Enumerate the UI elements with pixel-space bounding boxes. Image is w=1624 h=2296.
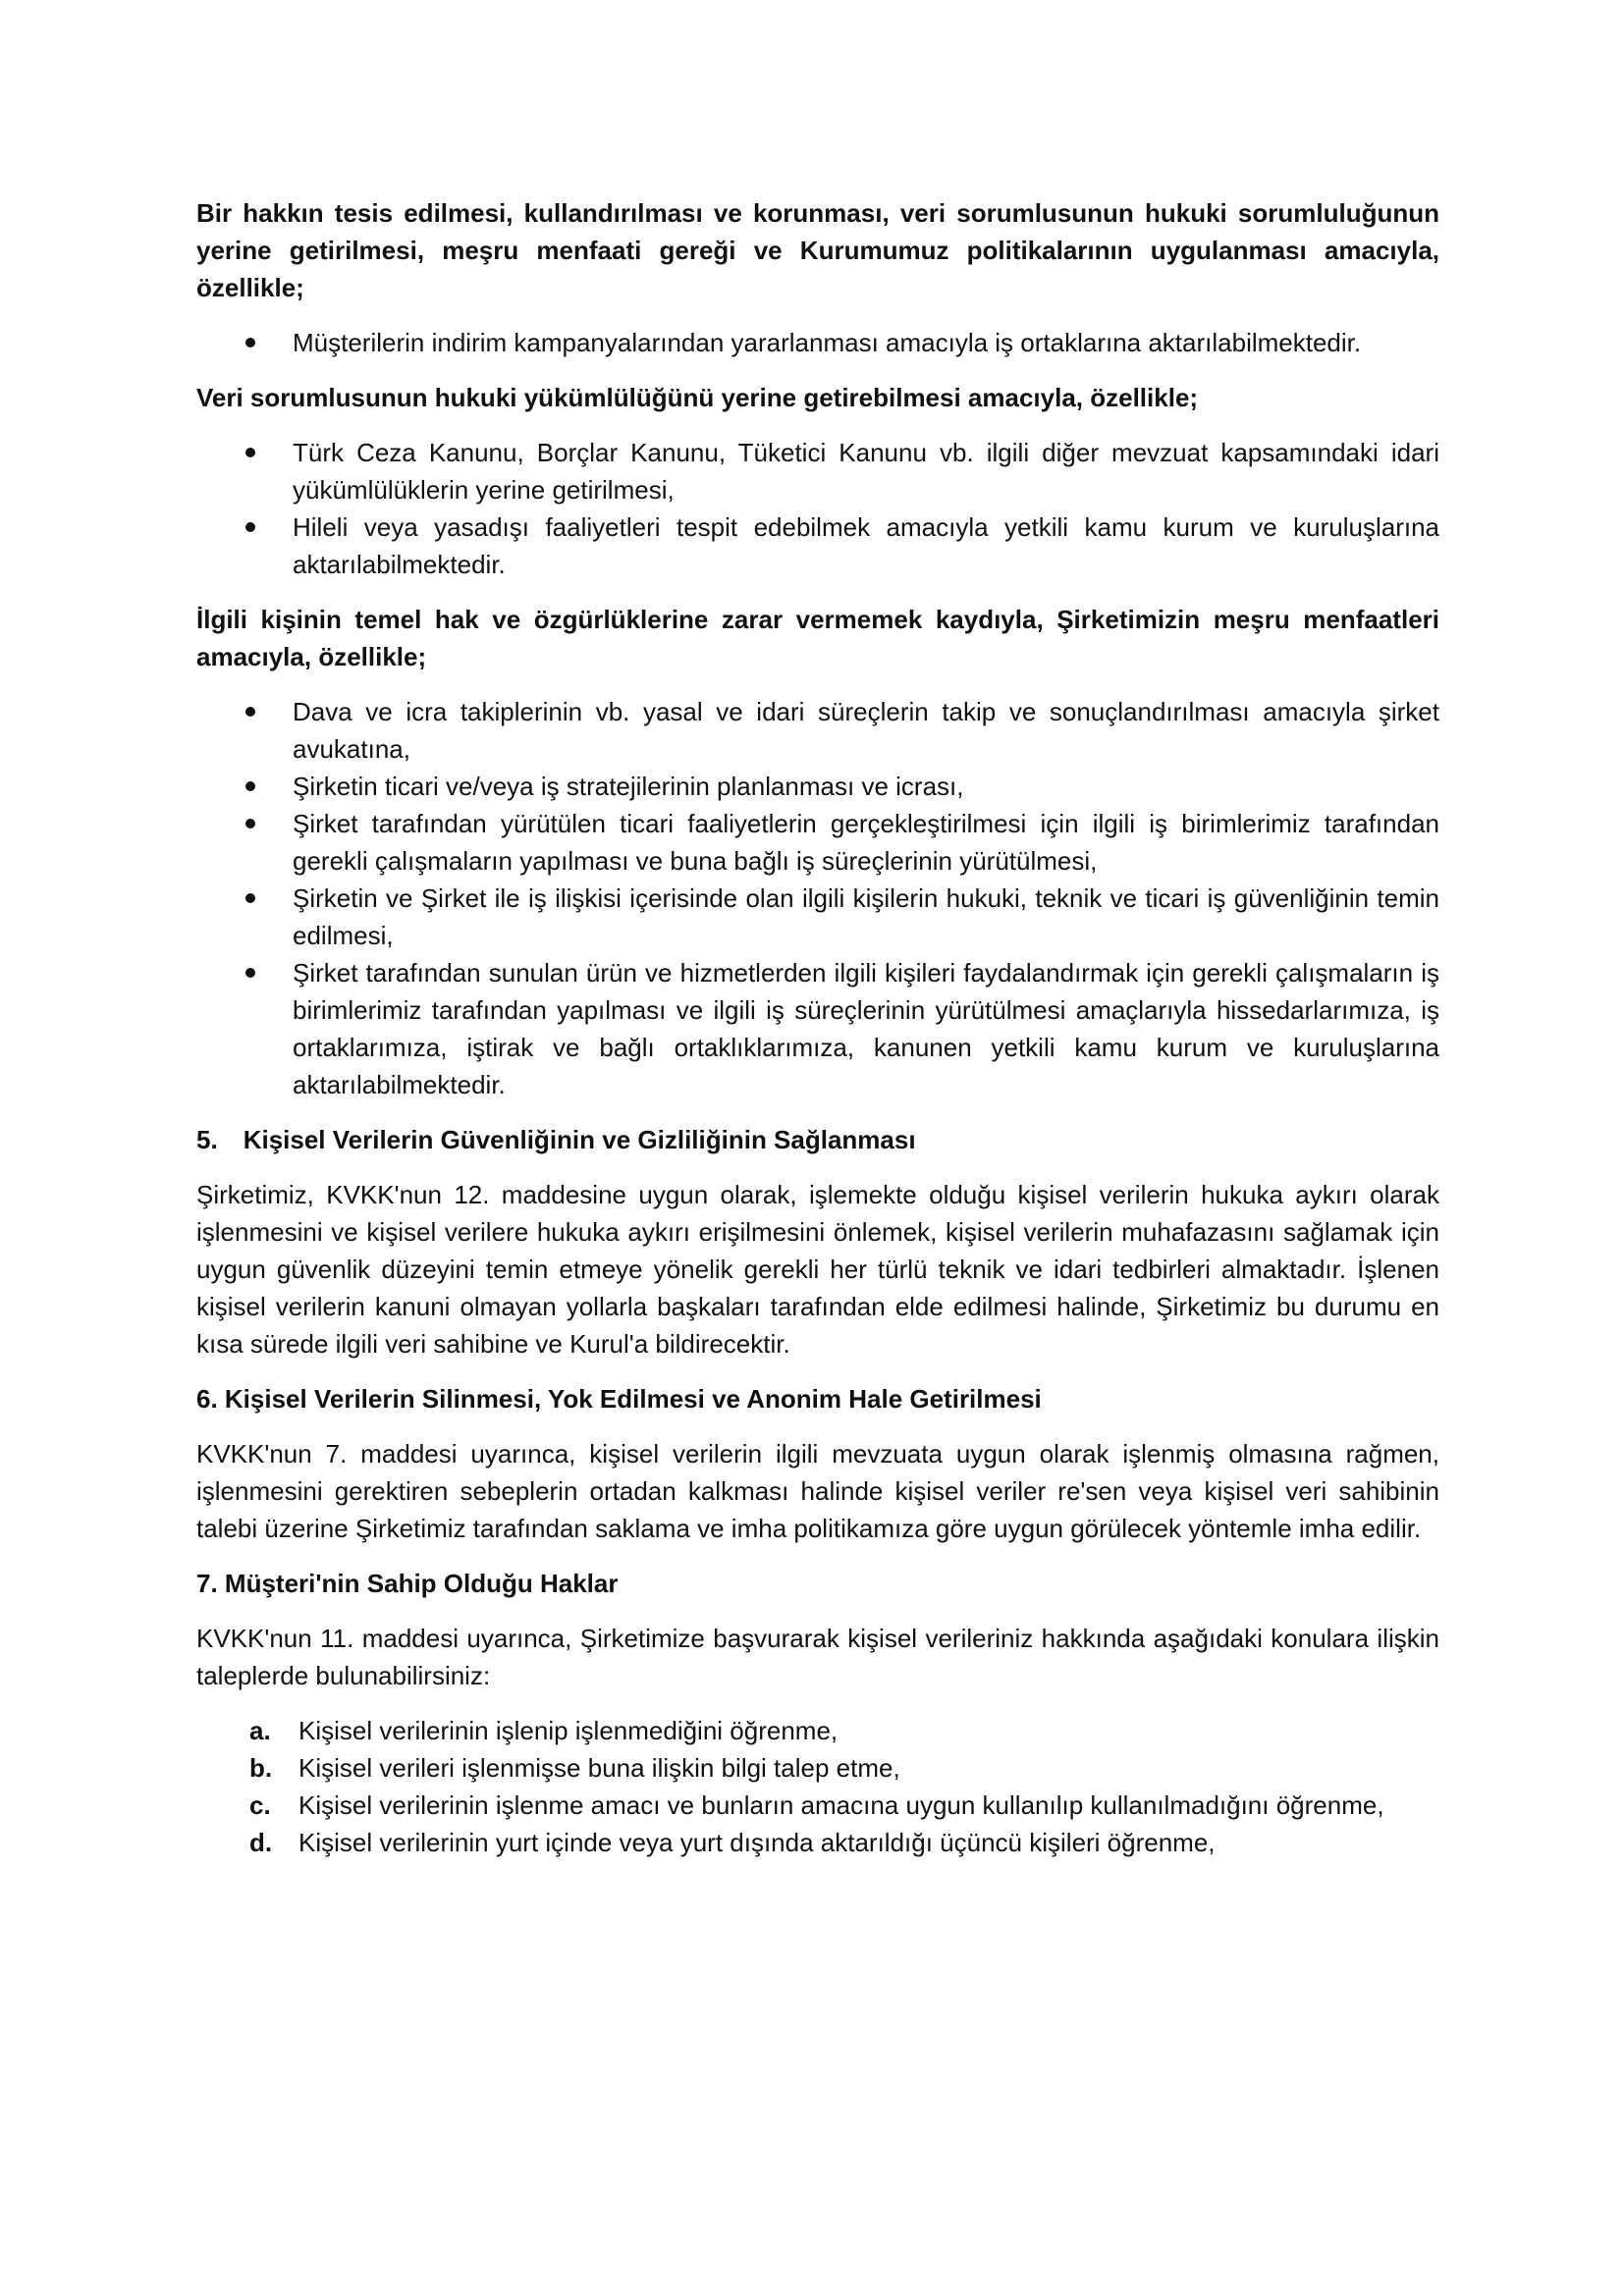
list-item: Müşterilerin indirim kampanyalarından yararlanması amacıyla iş ortaklarına aktarılabilmektedir. [196,324,1439,361]
interest-bullet-list [196,693,1439,1103]
intro-heading: Bir hakkın tesis edilmesi, kullandırılması ve korunması, veri sorumlusunun hukuki sorumluluğunun yerine getirilmesi, meşru menfaati gereği ve Kurumumuz politikalarının uygulanması amacıyla, özellikle; [196,198,1439,302]
list-item: Hileli veya yasadışı faaliyetleri tespit edebilmek amacıyla yetkili kamu kurum ve kuruluşlarına aktarılabilmektedir. [196,508,1439,583]
list-item: Dava ve icra takiplerinin vb. yasal ve idari süreçlerin takip ve sonuçlandırılması amacıyla şirket avukatına, [196,693,1439,768]
list-letter: a. [249,1716,271,1745]
list-item: d. Kişisel verilerinin yurt içinde veya yurt dışında aktarıldığı üçüncü kişileri öğrenme, [196,1824,1439,1861]
list-item: b. Kişisel verileri işlenmişse buna ilişkin bilgi talep etme, [196,1749,1439,1787]
list-item: Şirketin ve Şirket ile iş ilişkisi içerisinde olan ilgili kişilerin hukuki, teknik ve ticari iş güvenliğinin temin edilmesi, [196,880,1439,954]
section-5-heading [196,1121,1439,1158]
bullet-icon [245,781,255,791]
section-7-heading: 7. Müşteri'nin Sahip Olduğu Haklar [196,1569,619,1598]
list-letter: c. [249,1790,271,1820]
section-5-body: Şirketimiz, KVKK'nun 12. maddesine uygun olarak, işlemekte olduğu kişisel verilerin hukuka aykırı olarak işlenmesini ve kişisel verilere hukuka aykırı erişilmesini önlemek, kişisel verilerin muhafazasını sağlamak için uygun güvenlik düzeyini temin etmeye yönelik gerekli her türlü teknik ve idari tedbirleri almaktadır. İşlenen kişisel verilerin kanuni olmayan yollarla başkaları tarafından elde edilmesi halinde, Şirketimiz bu durumu en kısa sürede ilgili veri sahibine ve Kurul'a bildirecektir. [196,1180,1439,1359]
legitimate-interest-heading: İlgili kişinin temel hak ve özgürlüklerine zarar vermemek kaydıyla, Şirketimizin meşru menfaatleri amacıyla, özellikle; [196,605,1439,671]
list-item: Şirket tarafından sunulan ürün ve hizmetlerden ilgili kişileri faydalandırmak için gerekli çalışmaların iş birimlerimiz tarafından yapılması ve ilgili iş süreçlerinin yürütülmesi amaçlarıyla hissedarlarımıza, iş ortaklarımıza, iştirak ve bağlı ortaklıklarımıza, kanunen yetkili kamu kurum ve kuruluşlarına aktarılabilmektedir. [196,954,1439,1103]
legal-bullet-list [196,434,1439,583]
section-title: Kişisel Verilerin Güvenliğinin ve Gizliliğinin Sağlanması [243,1125,916,1154]
section-number: 5. [196,1125,218,1154]
list-item: Şirketin ticari ve/veya iş stratejilerinin planlanması ve icrası, [196,768,1439,805]
intro-bullet-list [196,324,1439,361]
section-7-body: KVKK'nun 11. maddesi uyarınca, Şirketimize başvurarak kişisel verileriniz hakkında aşağıdaki konulara ilişkin taleplerde bulunabilirsiniz: [196,1624,1439,1690]
legal-obligation-heading: Veri sorumlusunun hukuki yükümlülüğünü yerine getirebilmesi amacıyla, özellikle; [196,383,1199,412]
bullet-icon [245,893,255,903]
list-letter: b. [249,1753,273,1783]
section-6-heading: 6. Kişisel Verilerin Silinmesi, Yok Edilmesi ve Anonim Hale Getirilmesi [196,1384,1042,1414]
section-6-body: KVKK'nun 7. maddesi uyarınca, kişisel verilerin ilgili mevzuata uygun olarak işlenmiş olmasına rağmen, işlenmesini gerektiren sebeplerin ortadan kalkması halinde kişisel veriler re'sen veya kişisel veri sahibinin talebi üzerine Şirketimiz tarafından saklama ve imha politikamıza göre uygun görülecek yöntemle imha edilir. [196,1439,1439,1543]
list-item: Türk Ceza Kanunu, Borçlar Kanunu, Tüketici Kanunu vb. ilgili diğer mevzuat kapsamındaki idari yükümlülüklerin yerine getirilmesi, [196,434,1439,508]
rights-list [196,1712,1439,1861]
list-item: c. Kişisel verilerinin işlenme amacı ve bunların amacına uygun kullanılıp kullanılmadığını öğrenme, [196,1787,1439,1824]
list-item: Şirket tarafından yürütülen ticari faaliyetlerin gerçekleştirilmesi için ilgili iş birimlerimiz tarafından gerekli çalışmaların yapılması ve buna bağlı iş süreçlerinin yürütülmesi, [196,805,1439,880]
bullet-icon [245,707,255,717]
bullet-icon [245,819,255,828]
bullet-icon [245,448,255,457]
list-letter: d. [249,1828,273,1857]
document-page [196,194,1439,1861]
list-item: a. Kişisel verilerinin işlenip işlenmediğini öğrenme, [196,1712,1439,1749]
bullet-icon [245,338,255,347]
bullet-icon [245,968,255,978]
bullet-icon [245,522,255,532]
